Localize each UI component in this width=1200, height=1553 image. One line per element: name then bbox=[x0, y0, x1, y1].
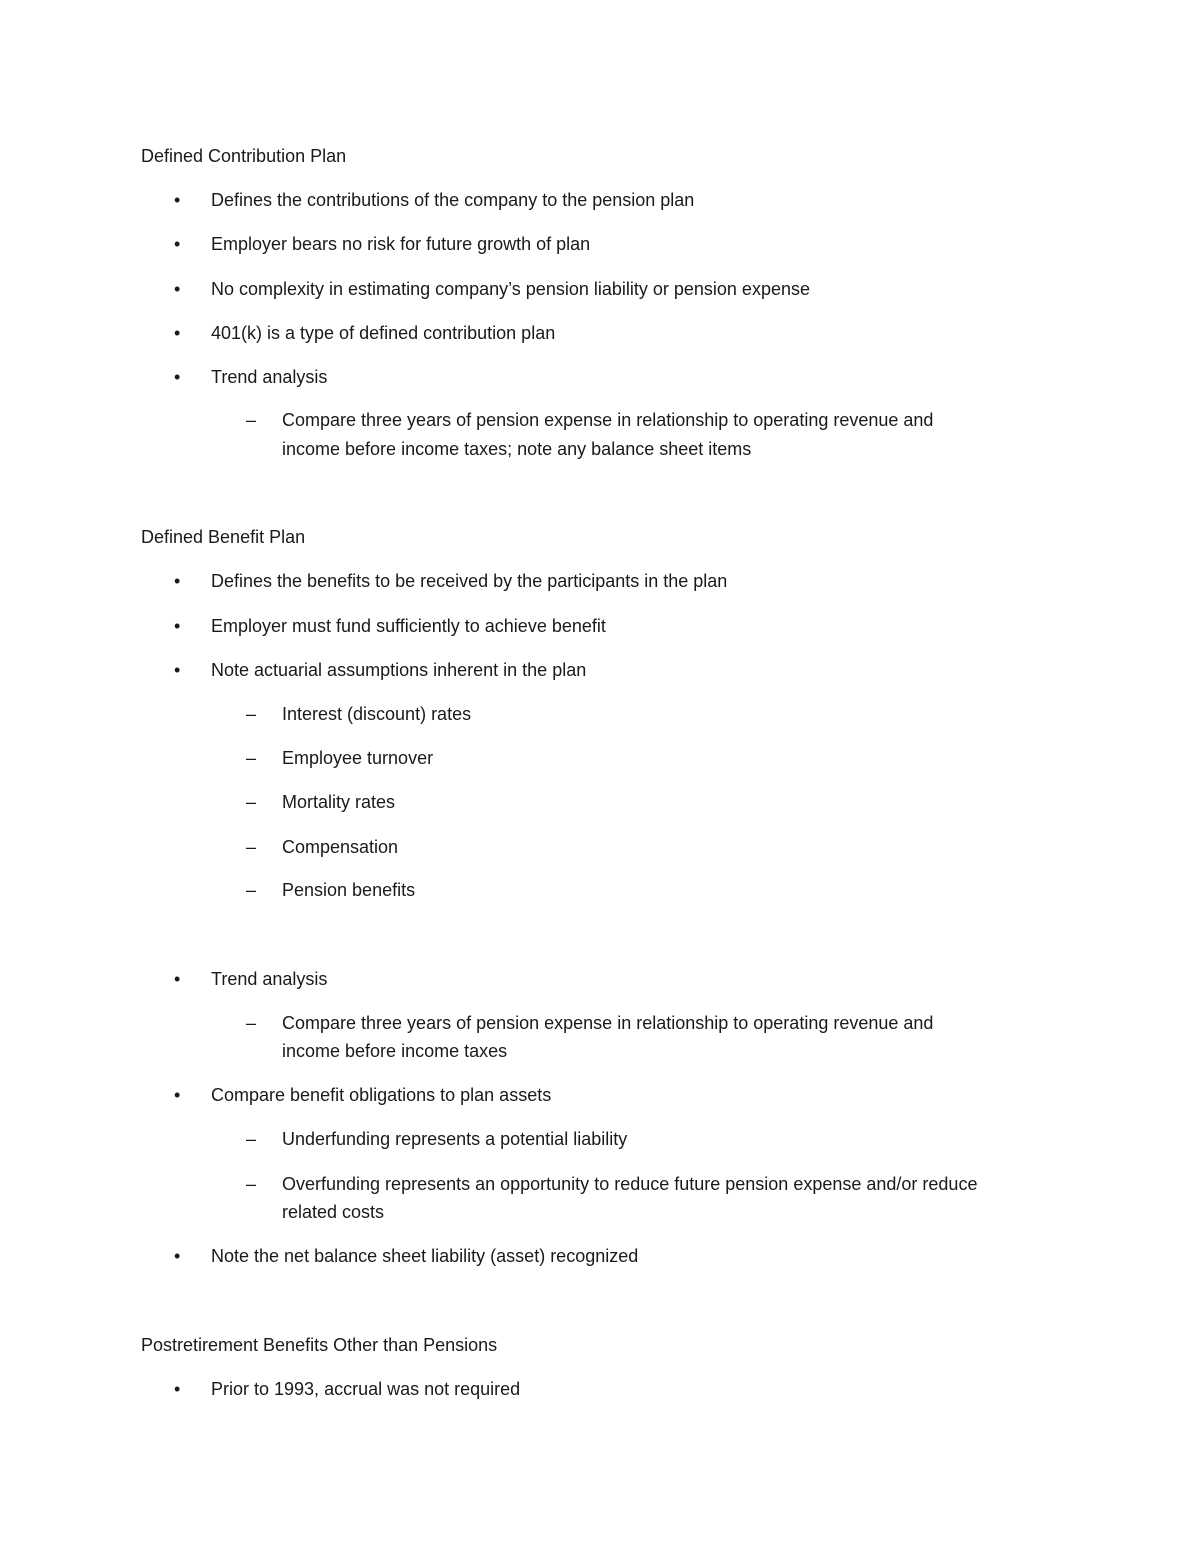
list-item: Defines the benefits to be received by the participants in the plan bbox=[211, 571, 728, 591]
dash-marker: – bbox=[246, 880, 257, 900]
dash-marker: – bbox=[246, 1013, 257, 1033]
bullet-marker: • bbox=[174, 234, 181, 254]
dash-marker: – bbox=[246, 704, 257, 724]
list-item: 401(k) is a type of defined contribution plan bbox=[211, 323, 556, 343]
sub-list-item: Overfunding represents an opportunity to reduce future pension expense and/or reduce bbox=[282, 1174, 978, 1194]
dash-marker: – bbox=[246, 1174, 257, 1194]
sub-list-item: Interest (discount) rates bbox=[282, 704, 472, 724]
list-item: No complexity in estimating company’s pension liability or pension expense bbox=[211, 279, 810, 299]
sub-list-item-continued: related costs bbox=[282, 1202, 385, 1222]
bullet-marker: • bbox=[174, 616, 181, 636]
dash-marker: – bbox=[246, 748, 257, 768]
bullet-marker: • bbox=[174, 1085, 181, 1105]
list-item: Employer must fund sufficiently to achieve benefit bbox=[211, 616, 606, 636]
list-item: Employer bears no risk for future growth of plan bbox=[211, 234, 591, 254]
bullet-marker: • bbox=[174, 279, 181, 299]
sub-list-item: Compare three years of pension expense in relationship to operating revenue and bbox=[282, 410, 934, 430]
bullet-marker: • bbox=[174, 1379, 181, 1399]
sub-list-item: Underfunding represents a potential liability bbox=[282, 1129, 628, 1149]
dash-marker: – bbox=[246, 410, 257, 430]
list-item: Defines the contributions of the company to the pension plan bbox=[211, 190, 695, 210]
list-item: Prior to 1993, accrual was not required bbox=[211, 1379, 521, 1399]
sub-list-item-continued: income before income taxes; note any balance sheet items bbox=[282, 439, 752, 459]
section-heading-postretirement: Postretirement Benefits Other than Pensions bbox=[141, 1335, 498, 1355]
dash-marker: – bbox=[246, 837, 257, 857]
section-heading-defined-benefit: Defined Benefit Plan bbox=[141, 527, 306, 547]
bullet-marker: • bbox=[174, 1246, 181, 1266]
list-item: Trend analysis bbox=[211, 969, 328, 989]
bullet-marker: • bbox=[174, 660, 181, 680]
bullet-marker: • bbox=[174, 367, 181, 387]
bullet-marker: • bbox=[174, 190, 181, 210]
list-item: Compare benefit obligations to plan assets bbox=[211, 1085, 552, 1105]
sub-list-item: Compare three years of pension expense in relationship to operating revenue and bbox=[282, 1013, 934, 1033]
sub-list-item: Pension benefits bbox=[282, 880, 416, 900]
sub-list-item: Employee turnover bbox=[282, 748, 434, 768]
sub-list-item: Mortality rates bbox=[282, 792, 396, 812]
bullet-marker: • bbox=[174, 571, 181, 591]
bullet-marker: • bbox=[174, 969, 181, 989]
dash-marker: – bbox=[246, 792, 257, 812]
sub-list-item-continued: income before income taxes bbox=[282, 1041, 508, 1061]
list-item: Note the net balance sheet liability (asset) recognized bbox=[211, 1246, 639, 1266]
section-heading-defined-contribution: Defined Contribution Plan bbox=[141, 146, 347, 166]
bullet-marker: • bbox=[174, 323, 181, 343]
list-item: Trend analysis bbox=[211, 367, 328, 387]
sub-list-item: Compensation bbox=[282, 837, 399, 857]
dash-marker: – bbox=[246, 1129, 257, 1149]
list-item: Note actuarial assumptions inherent in the plan bbox=[211, 660, 587, 680]
